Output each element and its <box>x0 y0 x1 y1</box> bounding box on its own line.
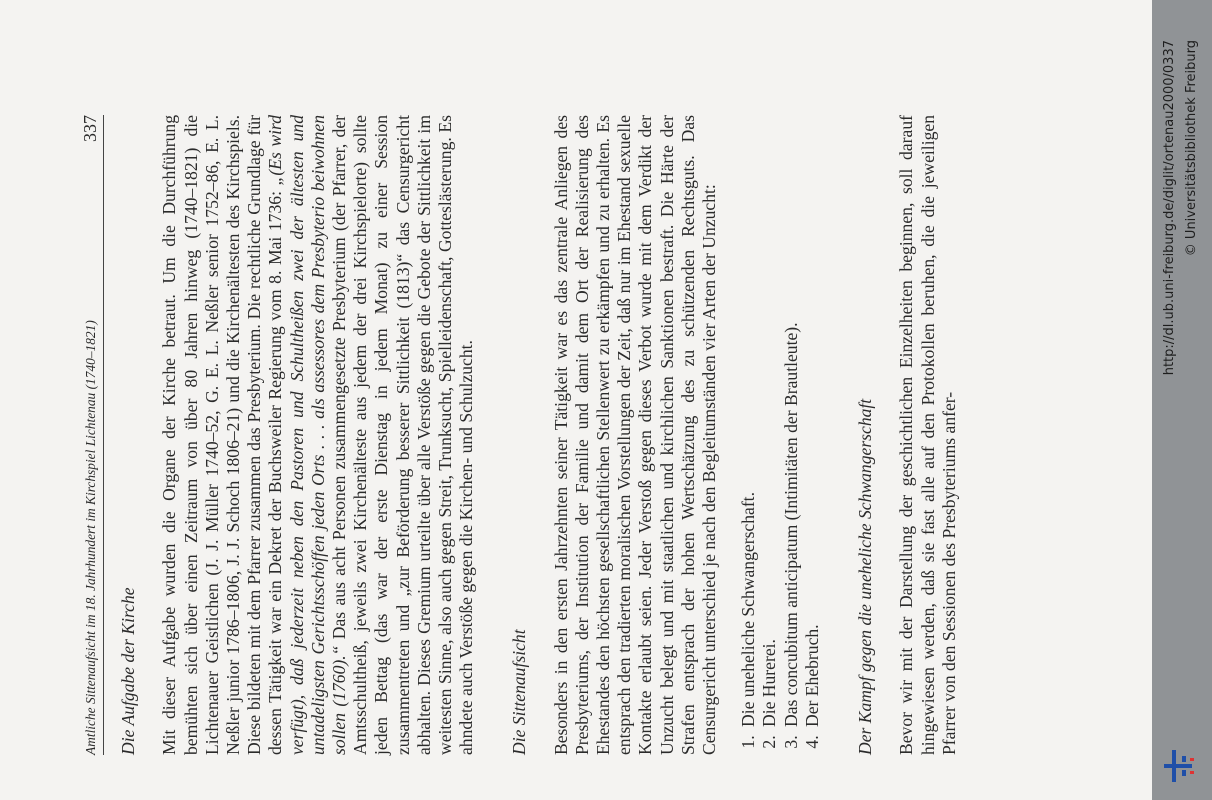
paragraph <box>159 115 477 755</box>
paragraph: Bevor wir mit der Darstellung der geschichtlichen Einzelheiten beginnen, soll darauf hingewiesen werden, daß sie fast alle auf den Protokollen beruhen, die die jeweiligen Pfarrer von den Sessionen des Presbyteriums anfer- <box>896 115 959 755</box>
decree-quote: „(Es wird verfügt), daß jederzeit neben den Pastoren und Schultheißen zwei der ältesten und untadeligsten Gerichtsschöffen jeden Orts . . . als assessores dem Presbyterio beiwohnen sollen (1760).“ <box>265 114 350 755</box>
source-url-link[interactable]: http://dl.ub.uni-freiburg.de/diglit/ortenau2000/0337 <box>1162 40 1177 376</box>
paragraph-text: Mit dieser Aufgabe wurden die Organe der Kirche betraut. Um die Durchführung bemühten sich über einen Zeitraum von über 80 Jahren hinweg (1740–1821) die Lichtenauer Geistlichen (J. J. Müller 1740–52, G. E. L. Neßler senior 1752–86, E. L. Neßler junior 1786–1806, J. J. Schoch 1806–21) und die Kirchenältesten des Kirchspiels. Diese bildeten mit dem Pfarrer zusammen das Presbyterium. Die rechtliche Grundlage für dessen Tätigkeit war ein Dekret der Buchsweiler Regierung vom 8. Mai 1736: <box>159 115 286 755</box>
list-item: 3. Das concubitum anticipatum (Intimitäten der Brautleute). <box>781 115 802 731</box>
unzucht-list <box>738 115 823 755</box>
section-heading: Die Sittenaufsicht <box>509 629 530 755</box>
page-content <box>80 115 992 755</box>
source-sidebar <box>1152 0 1212 800</box>
section-sittenaufsicht <box>509 115 823 755</box>
paragraph: Besonders in den ersten Jahrzehnten seiner Tätigkeit war es das zentrale Anliegen des Presbyteriums, der Institution der Familie und damit dem Ort der Realisierung des Ehestandes den höchsten gesellschaftlichen Stellenwert zu erkämpfen und zu erhalten. Es entsprach den tradierten moralischen Vorstellungen der Zeit, daß nur im Ehestand sexuelle Kontakte erlaubt seien. Jeder Verstoß gegen dieses Verbot wurde mit dem Verdikt der Unzucht belegt und mit staatlichen und kirchlichen Sanktionen bestraft. Die Härte der Strafen entsprach der hohen Wertschätzung des zu schützenden Rechtsguts. Das Censurgericht unterschied je nach den Begleitumständen vier Arten der Unzucht: <box>550 115 720 755</box>
running-title: Amtliche Sittenaufsicht im 18. Jahrhundert im Kirchspiel Lichtenau (1740–1821) <box>83 320 98 755</box>
section-kampf <box>855 115 960 755</box>
running-head <box>80 115 104 755</box>
ub-freiburg-logo-icon <box>1164 746 1200 786</box>
sidebar-text <box>1152 0 1212 800</box>
section-heading: Der Kampf gegen die uneheliche Schwangerschaft <box>855 398 876 755</box>
list-item: 1. Die uneheliche Schwangerschaft. <box>738 115 759 731</box>
list-item: 4. Der Ehebruch. <box>802 115 823 731</box>
section-heading: Die Aufgabe der Kirche <box>118 587 139 755</box>
list-item: 2. Die Hurerei. <box>759 115 780 731</box>
section-aufgabe <box>118 115 477 755</box>
page-number: 337 <box>80 115 100 142</box>
paragraph-text: Das aus acht Personen zusammengesetzte Presbyterium (der Pfarrer, der Amtsschultheiß, jeweils zwei Kirchenälteste aus jedem der drei Kirchspielorte) sollte jeden Bettag (das war der erste Dienstag in jedem Monat) zu einer Session zusammentreten und „zur Beförderung besserer Sittlichkeit (1813)“ das Censurgericht abhalten. Dieses Gremium urteilte über alle Verstöße gegen die Gebote der Sittlichkeit im weitesten Sinne, also auch gegen Streit, Trunksucht, Spielleidenschaft, Gotteslästerung. Es ahndete auch Verstöße gegen die Kirchen- und Schulzucht. <box>329 114 477 755</box>
copyright-text: © Universitätsbibliothek Freiburg <box>1184 40 1199 257</box>
